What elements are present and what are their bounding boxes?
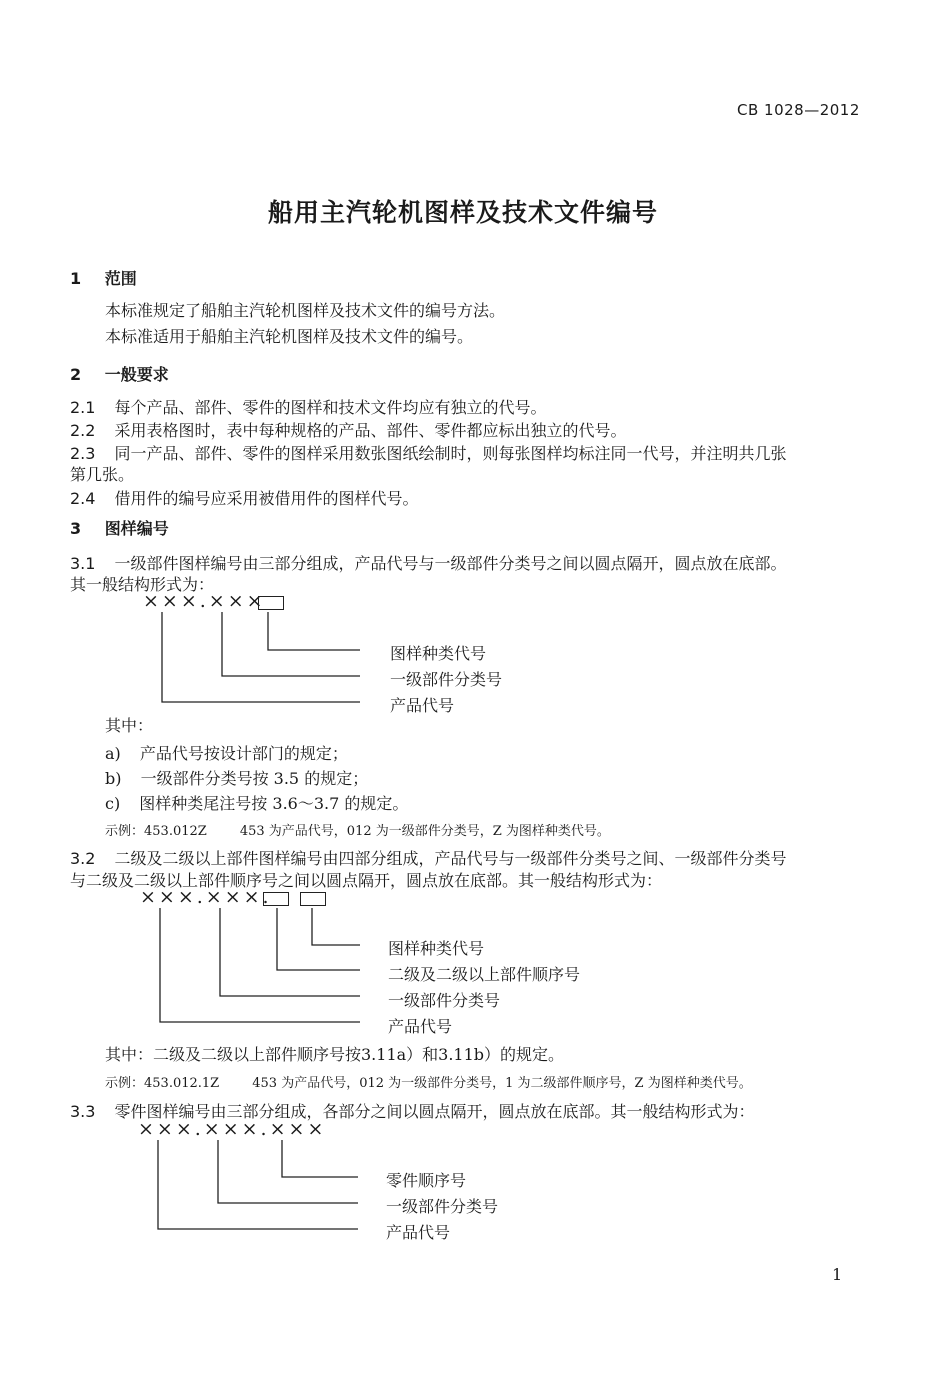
- clause-continuation: 其一般结构形式为：: [70, 575, 215, 594]
- diagram-label: 产品代号: [388, 1017, 453, 1036]
- clause-continuation: 与二级及二级以上部件顺序号之间以圆点隔开，圆点放在底部。其一般结构形式为：: [70, 871, 663, 890]
- clause-text: 每个产品、部件、零件的图样和技术文件均应有独立的代号。: [114, 398, 547, 417]
- page-title: 船用主汽轮机图样及技术文件编号: [268, 198, 659, 227]
- clause-continuation: 第几张。: [70, 465, 135, 484]
- clause-text: 采用表格图时，表中每种规格的产品、部件、零件都应标出独立的代号。: [114, 421, 627, 440]
- clause-number: 2.3: [70, 444, 96, 463]
- diagram-label: 产品代号: [390, 696, 455, 715]
- clause-text: 二级及二级以上部件图样编号由四部分组成，产品代号与一级部件分类号之间、一级部件分类号: [114, 849, 787, 868]
- diagram-label: 一级部件分类号: [390, 670, 503, 689]
- clause-number: 3.3: [70, 1102, 96, 1121]
- clause-number: 2.1: [70, 398, 96, 417]
- clause-number: 2.2: [70, 421, 96, 440]
- clause-text: 一级部件图样编号由三部分组成，产品代号与一级部件分类号之间以圆点隔开，圆点放在底部。: [114, 554, 787, 573]
- example-note: 示例：453.012Z 453 为产品代号，012 为一级部件分类号，Z 为图样种类代号。: [105, 824, 610, 839]
- code-format: ×××.×××.×××: [138, 1118, 327, 1140]
- example-note: 示例：453.012.1Z 453 为产品代号，012 为一级部件分类号，1 为二级部件顺序号，Z 为图样种类代号。: [105, 1076, 752, 1091]
- paragraph: 本标准适用于船舶主汽轮机图样及技术文件的编号。: [105, 327, 474, 346]
- list-text: 图样种类尾注号按 3.6～3.7 的规定。: [139, 794, 409, 813]
- section-title: 图样编号: [104, 519, 169, 538]
- clause-number: 3.2: [70, 849, 96, 868]
- diagram-label: 产品代号: [386, 1223, 451, 1242]
- section-number: 1: [70, 269, 82, 288]
- diagram-label: 零件顺序号: [386, 1171, 467, 1190]
- section-title: 一般要求: [104, 365, 169, 384]
- code-format: ×××.×××.: [140, 886, 272, 908]
- code-format: ×××.×××: [143, 590, 266, 612]
- list-marker: b): [105, 769, 122, 788]
- diagram-label: 一级部件分类号: [386, 1197, 499, 1216]
- clause-text: 借用件的编号应采用被借用件的图样代号。: [114, 489, 419, 508]
- section-title: 范围: [104, 269, 137, 288]
- where-note: 其中：二级及二级以上部件顺序号按3.11a）和3.11b）的规定。: [105, 1045, 565, 1064]
- diagram-label: 一级部件分类号: [388, 991, 501, 1010]
- diagram-label: 图样种类代号: [390, 644, 487, 663]
- clause-number: 3.1: [70, 554, 96, 573]
- diagram-label: 图样种类代号: [388, 939, 485, 958]
- standard-code: CB 1028—2012: [737, 101, 860, 119]
- clause-number: 2.4: [70, 489, 96, 508]
- section-number: 2: [70, 365, 82, 384]
- clause-text: 零件图样编号由三部分组成，各部分之间以圆点隔开，圆点放在底部。其一般结构形式为：: [114, 1102, 755, 1121]
- where-label: 其中：: [105, 716, 154, 735]
- list-marker: a): [105, 744, 121, 763]
- list-marker: c): [105, 794, 121, 813]
- page-number: 1: [832, 1265, 843, 1284]
- clause-text: 同一产品、部件、零件的图样采用数张图纸绘制时，则每张图样均标注同一代号，并注明共几张: [114, 444, 787, 463]
- list-text: 产品代号按设计部门的规定；: [139, 744, 348, 763]
- list-text: 一级部件分类号按 3.5 的规定；: [140, 769, 369, 788]
- paragraph: 本标准规定了船舶主汽轮机图样及技术文件的编号方法。: [105, 301, 506, 320]
- diagram-label: 二级及二级以上部件顺序号: [388, 965, 581, 984]
- section-number: 3: [70, 519, 82, 538]
